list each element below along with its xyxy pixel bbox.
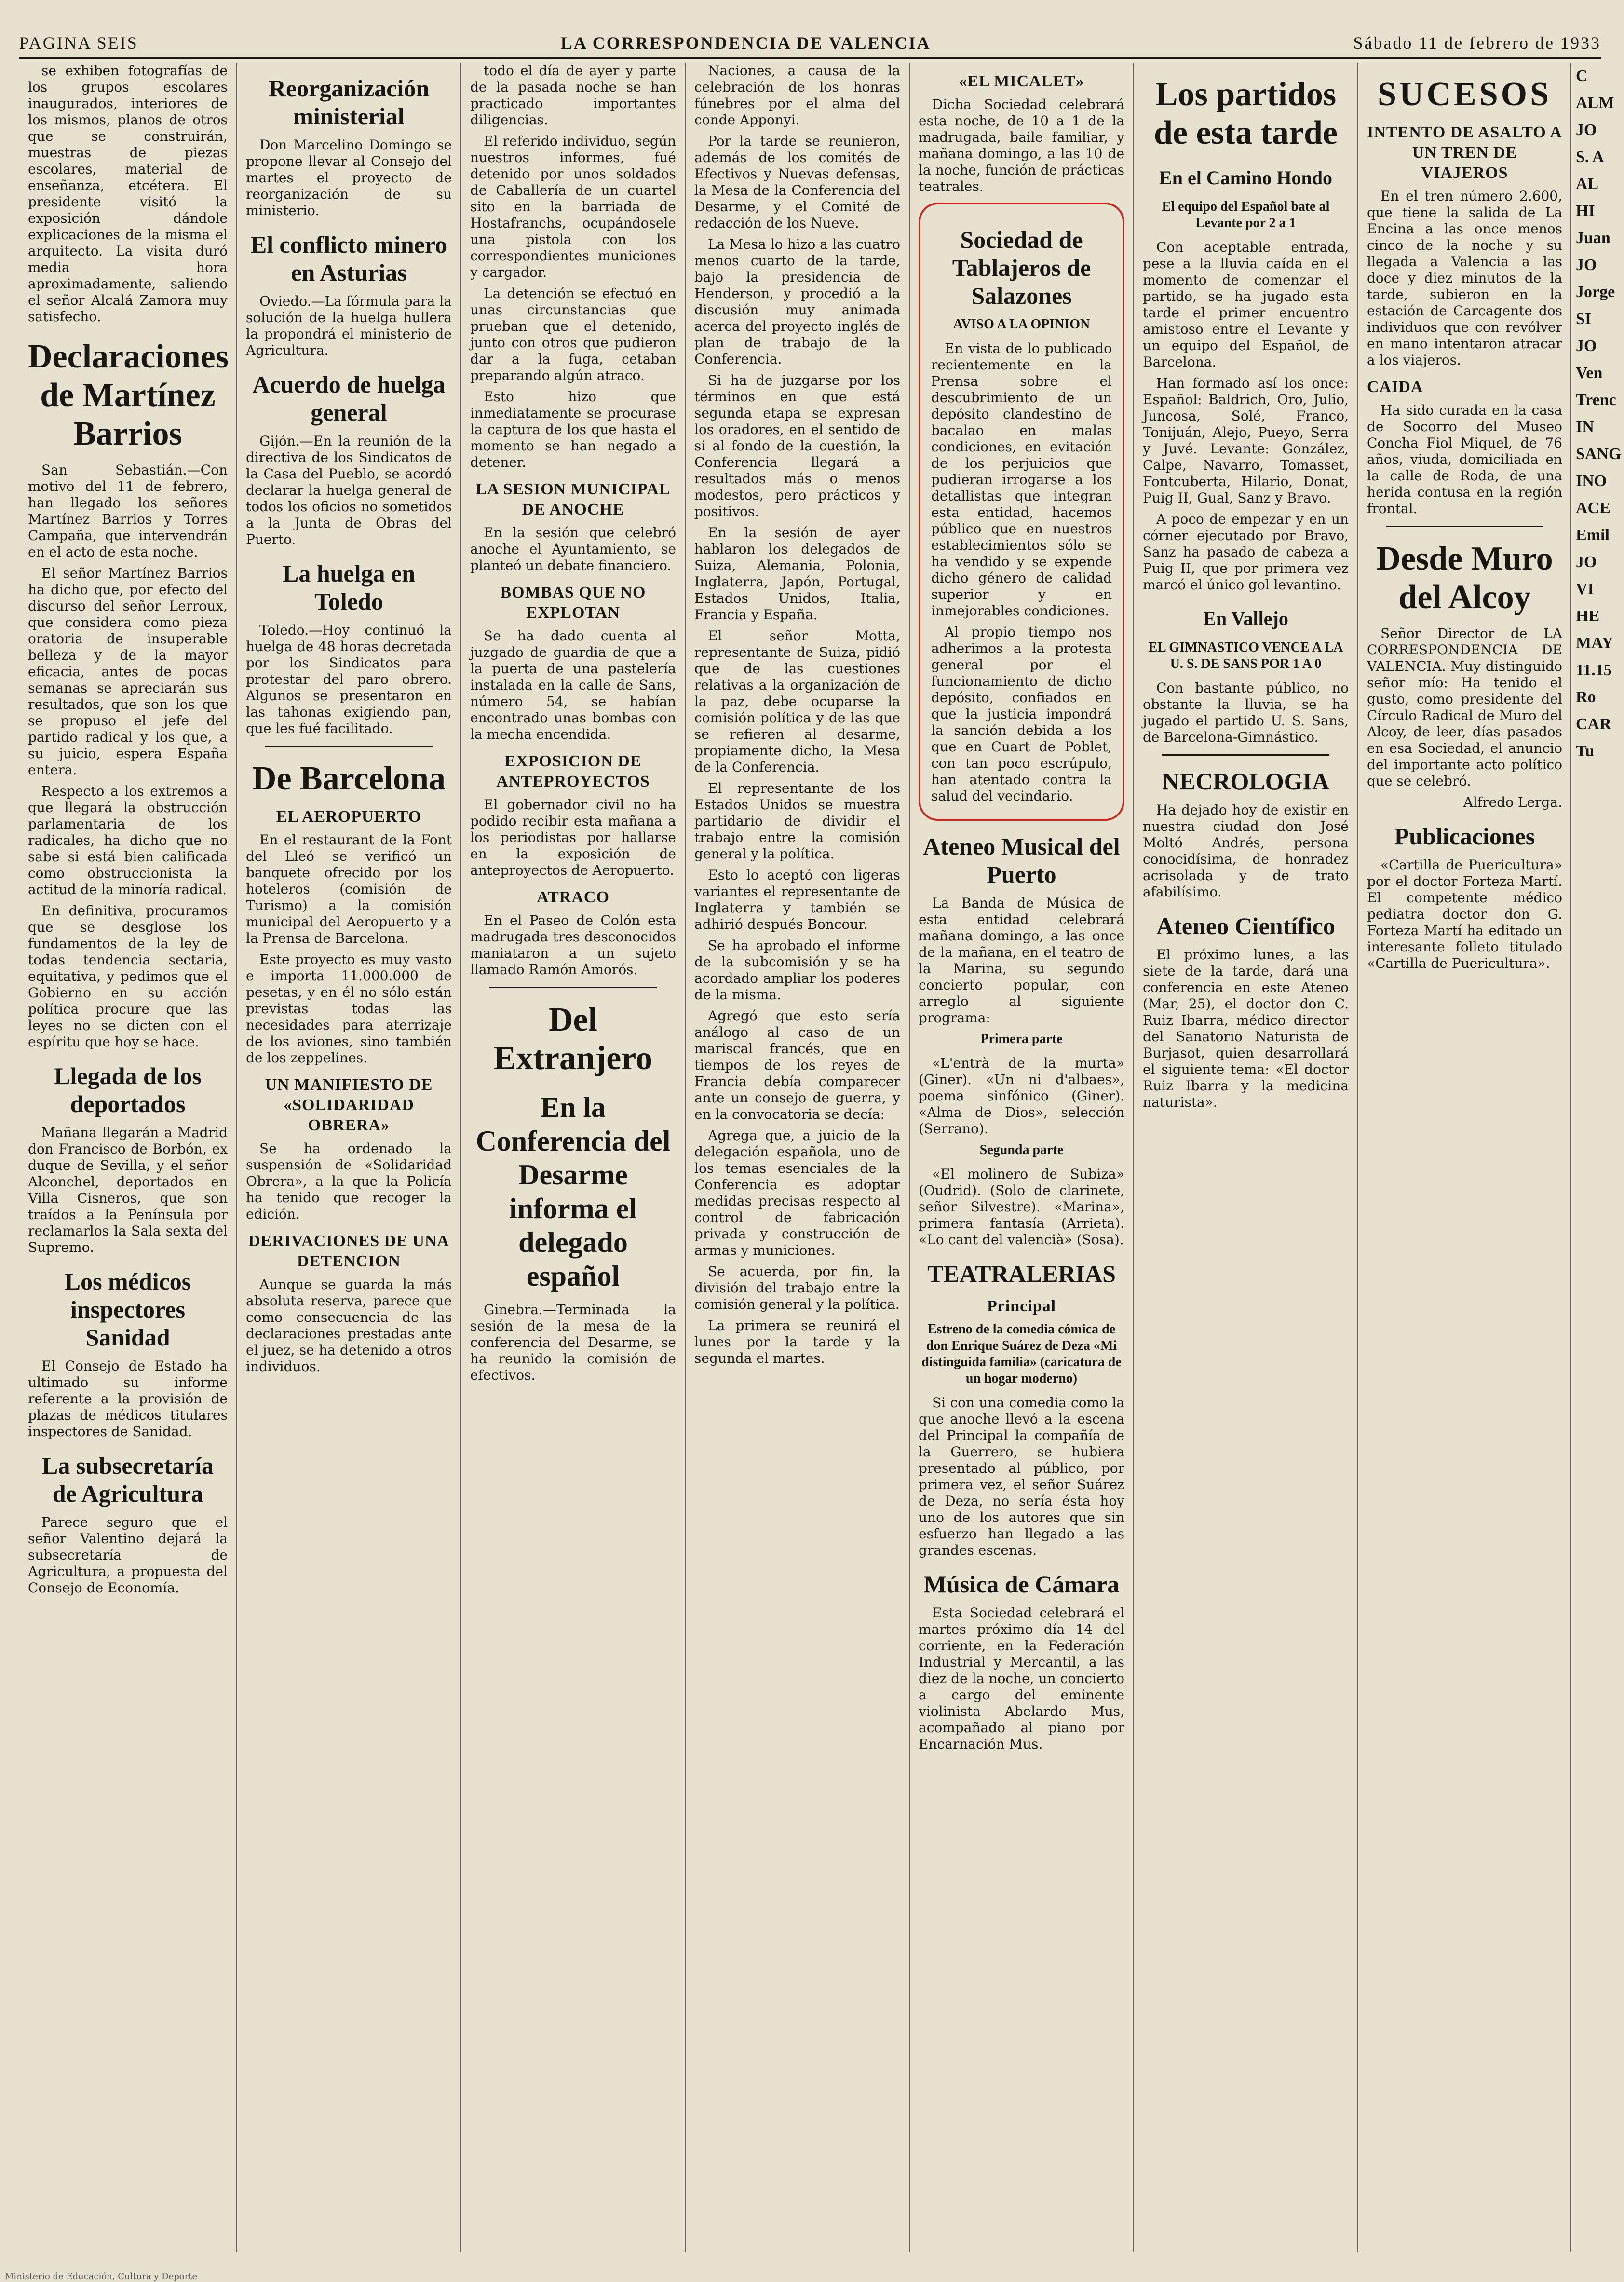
program-part-2: Segunda parte — [979, 1142, 1064, 1157]
subhead-principal: Principal — [987, 1297, 1056, 1315]
article-text: Aunque se guarda la más absoluta reserva, parece que como consecuencia de las declaraciones prestadas ante el juez, se ha detenido a otros individuos. — [246, 1277, 452, 1374]
edge-fragment: Juan — [1576, 229, 1610, 247]
article-text: «Cartilla de Puericultura» por el doctor Forteza Martí. El competente médico pediatra doctor don G. Forteza Martí ha editado un interesante folleto titulado «Cartilla de Puericultura». — [1367, 857, 1562, 971]
edge-fragment: HI — [1576, 202, 1595, 220]
headline-ateneo-cientifico: Ateneo Científico — [1156, 912, 1335, 939]
headline-conferencia-desarme: En la Conferencia del Desarme informa el delegado español — [475, 1091, 671, 1292]
subhead-vallejo: En Vallejo — [1203, 608, 1288, 629]
headline-barcelona: De Barcelona — [252, 760, 446, 797]
edge-fragment: JO — [1576, 121, 1597, 139]
edge-fragment: HE — [1576, 607, 1600, 625]
article-text: Por la tarde se reunieron, además de los comités de Efectivos y Nuevas defensas, la Mesa de la Conferencia del Desarme, y el Comité de redacción de los Nueve. — [694, 133, 900, 231]
headline-sucesos: SUCESOS — [1377, 76, 1552, 113]
edge-fragment: SI — [1576, 310, 1592, 328]
article-text: En la sesión de ayer hablaron los delegados de Suiza, Alemania, Polonia, Inglaterra, Japón, Portugal, Estados Unidos, Italia, Francia y España. — [694, 525, 900, 623]
headline-muro-alcoy: Desde Muro del Alcoy — [1376, 540, 1553, 616]
article-text: El Consejo de Estado ha ultimado su informe referente a la provisión de plazas de médicos titulares inspectores de Sanidad. — [28, 1358, 228, 1440]
article-text: Se ha ordenado la suspensión de «Solidaridad Obrera», a la que la Policía ha tenido que recoger la edición. — [246, 1141, 452, 1222]
subhead-espanol-levante: El equipo del Español bate al Levante por 2 a 1 — [1162, 199, 1330, 231]
article-text: En definitiva, procuramos que se desglose los fundamentos de la ley de todas tendencia sectaria, equitativa, y pedimos que el Gobierno en su acción política procure que las leyes no se dicten con el espíritu que hoy se hace. — [28, 903, 228, 1050]
column-5 — [909, 63, 1133, 2252]
signature: Alfredo Lerga. — [1463, 794, 1562, 810]
article-text: Oviedo.—La fórmula para la solución de la huelga hullera la propondrá el ministerio de Agricultura. — [246, 293, 452, 358]
subhead-atraco: ATRACO — [537, 888, 609, 906]
headline-huelga-toledo: La huelga en Toledo — [282, 560, 416, 615]
headline-extranjero: Del Extranjero — [493, 1001, 653, 1077]
article-text: En el Paseo de Colón esta madrugada tres desconocidos maniataron a un sujeto llamado Ramón Amorós. — [470, 912, 676, 978]
edge-fragment: JO — [1576, 553, 1597, 571]
article-text: Ha sido curada en la casa de Socorro del Museo Concha Fiol Miquel, de 76 años, viuda, domiciliada en la calle de Roda, de una herida contusa en la región frontal. — [1367, 402, 1562, 516]
edge-fragment: MAY — [1576, 634, 1614, 652]
newspaper-title: LA CORRESPONDENCIA DE VALENCIA — [560, 33, 931, 53]
program-part-1: Primera parte — [980, 1032, 1063, 1046]
article-text: Esta Sociedad celebrará el martes próximo día 14 del corriente, en la Federación Industrial y Mercantil, a las diez de la noche, un concierto a cargo del eminente violinista Abelardo Mus, acompañado al piano por Encarnación Mus. — [919, 1605, 1124, 1752]
divider — [489, 987, 657, 988]
article-text: En el restaurant de la Font del Lleó se verificó un banquete ofrecido por los hoteleros (comisión de Turismo) a la comisión municipal del Aeropuerto y a la Prensa de Barcelona. — [246, 832, 452, 946]
article-text: En el tren número 2.600, que tiene la salida de La Encina a las once menos cinco de la noche y su llegada a Valencia a las doce y diez minutos de la tarde, subieron en la estación de Carcagente dos individuos que con revólver en mano intentaron atracar a los viajeros. — [1367, 188, 1562, 368]
edge-fragment: JO — [1576, 256, 1597, 274]
article-text: todo el día de ayer y parte de la pasada noche se han practicado importantes diligencias. — [470, 63, 676, 128]
article-text: La Banda de Música de esta entidad celebrará mañana domingo, a las once de la mañana, en el teatro de la Marina, su segundo concierto popular, con arreglo al siguiente programa: — [919, 895, 1124, 1026]
subhead-detencion: DERIVACIONES DE UNA DETENCION — [248, 1232, 449, 1270]
program-items: «El molinero de Subiza» (Oudrid). (Solo de clarinete, señor Silvestre). «Marina», primera fantasía (Arrieta). «Lo cant del valencià» (Sosa). — [919, 1166, 1124, 1248]
issue-date: Sábado 11 de febrero de 1933 — [1353, 33, 1601, 53]
subhead-asalto-tren: INTENTO DE ASALTO A UN TREN DE VIAJEROS — [1367, 123, 1562, 182]
article-text: Con bastante público, no obstante la lluvia, se ha jugado el partido U. S. Sans, de Barcelona-Gimnástico. — [1143, 680, 1349, 745]
article-text: Naciones, a causa de la celebración de los honras fúnebres por el alma del conde Apponyi. — [694, 63, 900, 128]
archive-credit: Ministerio de Educación, Cultura y Deporte — [5, 2271, 198, 2282]
article-text: Gijón.—En la reunión de la directiva de los Sindicatos de la Casa del Pueblo, se acordó declarar la huelga general de todos los oficios no sometidos a la Junta de Obras del Puerto. — [246, 433, 452, 547]
headline-musica-camara: Música de Cámara — [923, 1571, 1120, 1598]
edge-fragment: AL — [1576, 175, 1599, 193]
article-text: Este proyecto es muy vasto e importa 11.000.000 de pesetas, y en él no sólo están previstas todas las necesidades para aterrizaje de los aviones, sino también de los zeppelines. — [246, 951, 452, 1066]
edge-fragment: CAR — [1576, 715, 1611, 733]
headline-agricultura: La subsecretaría de Agricultura — [42, 1452, 214, 1507]
edge-fragment: Trenc — [1576, 391, 1616, 409]
edge-fragment: ALM — [1576, 94, 1614, 112]
article-text: Agrega que, a juicio de la delegación española, uno de los temas esenciales de la Conferencia es adoptar medidas precisas respecto al control de fabricación privada y construcción de armas y municiones. — [694, 1127, 900, 1258]
column-1 — [19, 63, 236, 2252]
subhead-aviso: AVISO A LA OPINION — [953, 317, 1090, 332]
article-text: La Mesa lo hizo a las cuatro menos cuarto de la tarde, bajo la presidencia de Henderson, y procedió a la discusión muy animada acerca del proyecto inglés de plan de trabajo de la Conferencia. — [694, 236, 900, 367]
edge-fragment: Jorge — [1576, 283, 1615, 301]
headline-partidos: Los partidos de esta tarde — [1153, 76, 1338, 151]
article-text: Se ha aprobado el informe de la subcomisión y se ha acordado ampliar los poderes de la misma. — [694, 937, 900, 1003]
subhead-gimnastico: EL GIMNASTICO VENCE A LA U. S. DE SANS POR 1 A 0 — [1148, 640, 1343, 671]
subhead-aeropuerto: EL AEROPUERTO — [276, 808, 422, 826]
article-text: Mañana llegarán a Madrid don Francisco de Borbón, ex duque de Sevilla, y el señor Alconchel, deportados en Villa Cisneros, que son traídos a la Península por reclamarlos la Sala sexta del Supremo. — [28, 1125, 228, 1255]
headline-necrologia: NECROLOGIA — [1162, 768, 1330, 795]
article-text: El gobernador civil no ha podido recibir esta mañana a los periodistas por hallarse en la exposición de anteproyectos de Aeropuerto. — [470, 797, 676, 878]
subhead-exposicion: EXPOSICION DE ANTEPROYECTOS — [496, 752, 650, 790]
page-number: PAGINA SEIS — [19, 33, 138, 53]
article-text: Esto lo aceptó con ligeras variantes el representante de Inglaterra y también se adhirió después Boncour. — [694, 867, 900, 932]
article-text: Ha dejado hoy de existir en nuestra ciudad don José Moltó Andrés, persona conocidísima, de honradez acrisolada y de trato afabilísimo. — [1143, 802, 1349, 900]
notice-text: Al propio tiempo nos adherimos a la protesta general por el funcionamiento de dicho depósito, confiados en que la justicia impondrá la sanción debida a los que en Cuart de Poblet, con tan poco escrúpulo, han atentado contra la salud del vecindario. — [931, 624, 1112, 804]
column-3 — [460, 63, 685, 2252]
article-text: Con aceptable entrada, pese a la lluvia caída en el momento de comenzar el partido, se ha jugado esta tarde el primer encuentro amistoso entre el Levante y un equipo del Español, de Barcelona. — [1143, 239, 1349, 370]
article-text: Agregó que esto sería análogo al caso de un mariscal francés, que en tiempos de los reyes de Francia debía comparecer ante un consejo de guerra, y en la convocatoria se decía: — [694, 1008, 900, 1122]
article-text: Don Marcelino Domingo se propone llevar al Consejo del martes el proyecto de reorganización de su ministerio. — [246, 137, 452, 218]
adjacent-page-edge — [1570, 63, 1624, 2252]
edge-fragment: JO — [1576, 337, 1597, 355]
edge-fragment: ACE — [1576, 499, 1610, 517]
divider — [1162, 754, 1329, 756]
subhead-caida: CAIDA — [1367, 378, 1423, 396]
edge-fragment: Tu — [1576, 742, 1595, 760]
article-text: El referido individuo, según nuestros informes, fué detenido por unos soldados de Caballería de un cuartel sito en la barriada de Hostafranchs, ocupándosele una pistola con los correspondientes municiones y cargador. — [470, 133, 676, 280]
article-text: se exhiben fotografías de los grupos escolares inaugurados, interiores de los mismos, planos de otros que se construirán, muestras de piezas escolares, material de enseñanza, etcétera. El presidente visitó la exposición dándole explicaciones de la misma el arquitecto. La visita duró media hora aproximadamente, saliendo el señor Alcalá Zamora muy satisfecho. — [28, 63, 228, 325]
edge-fragment: Ro — [1576, 688, 1596, 706]
notice-text: En vista de lo publicado recientemente en la Prensa sobre el descubrimiento de un depósito clandestino de bacalao en malas condiciones, en evitación de los perjuicios que pudieran irrogarse a los detallistas que integran esta entidad, hacemos público que en nuestros establecimientos sólo se ha vendido y se expende dicho género de calidad superior y en inmejorables condiciones. — [931, 340, 1112, 619]
column-6 — [1133, 63, 1357, 2252]
article-text: Ginebra.—Terminada la sesión de la mesa de la conferencia del Desarme, se ha reunido la comisión de efectivos. — [470, 1302, 676, 1383]
headline-ateneo-musical: Ateneo Musical del Puerto — [923, 833, 1120, 888]
article-text: Si con una comedia como la que anoche llevó a la escena del Principal la compañía de la Guerrero, se hubiera presentado al público, por primera vez, el señor Suárez de Deza, no sería ésta hoy uno de los autores que sin esfuerzo han llegado a las grandes escenas. — [919, 1395, 1124, 1558]
article-text: Se acuerda, por fin, la división del trabajo entre la comisión general y la política. — [694, 1263, 900, 1312]
article-text: Esto hizo que inmediatamente se procurase la captura de los que hasta el momento se han negado a detener. — [470, 389, 676, 470]
headline-medicos: Los médicos inspectores Sanidad — [64, 1268, 191, 1351]
article-text: San Sebastián.—Con motivo del 11 de febrero, han llegado los señores Martínez Barrios y Torres Campaña, que intervendrán en el acto de esta noche. — [28, 462, 228, 560]
program-items: «L'entrà de la murta» (Giner). «Un ni d'albaes», poema sinfónico (Giner). «Alma de Dios», selección (Serrano). — [919, 1055, 1124, 1137]
article-text: La detención se efectuó en unas circunstancias que prueban que el detenido, junto con otros que pudieron dar a la fuga, cetaban preparando algún atraco. — [470, 285, 676, 383]
article-text: Toledo.—Hoy continuó la huelga de 48 horas decretada por los Sindicatos para protestar del paro obrero. Algunos se presentaron en las tahonas exigiendo pan, que les fué facilitado. — [246, 622, 452, 736]
column-4 — [685, 63, 909, 2252]
edge-fragment: INO — [1576, 472, 1607, 490]
subhead-manifiesto: UN MANIFIESTO DE «SOLIDARIDAD OBRERA» — [265, 1076, 433, 1134]
edge-fragment: VI — [1576, 580, 1594, 598]
article-text: Dicha Sociedad celebrará esta noche, de 10 a 1 de la madrugada, baile familiar, y mañana domingo, a las 10 de la noche, función de prácticas teatrales. — [919, 96, 1124, 194]
edge-fragment: 11.15 — [1576, 661, 1612, 679]
edge-fragment: Ven — [1576, 364, 1603, 382]
article-text: Si ha de juzgarse por los términos en que está segunda etapa se expresan los oradores, en el sentido de si al fondo de la cuestión, la Conferencia llegará a resultados más o menos modestos, pero prácticos y positivos. — [694, 372, 900, 519]
article-text: Parece seguro que el señor Valentino dejará la subsecretaría de Agricultura, a propuesta del Consejo de Economía. — [28, 1514, 228, 1596]
article-text: El próximo lunes, a las siete de la tarde, dará una conferencia en este Ateneo (Mar, 25), el doctor don C. Ruiz Ibarra, médico director del Sanatorio Naturista de Burjasot, quien desarrollará el siguiente tema: «El doctor Ruiz Ibarra y la medicina naturista». — [1143, 947, 1349, 1110]
edge-fragment: C — [1576, 67, 1588, 85]
headline-conflicto-minero: El conflicto minero en Asturias — [250, 231, 447, 286]
article-text: En la sesión que celebró anoche el Ayuntamiento, se planteó un debate financiero. — [470, 525, 676, 573]
article-text: El señor Martínez Barrios ha dicho que, por efecto del discurso del señor Lerroux, que considera como pieza oratoria de insuperable belleza y de la mayor eficacia, antes de pocas semanas se apreciarán sus resultados, que son los que se propuso el jefe del partido radical y los que, a su juicio, espera España entera. — [28, 565, 228, 778]
subhead-bombas: BOMBAS QUE NO EXPLOTAN — [500, 584, 646, 622]
headline-reorganizacion: Reorganización ministerial — [268, 75, 430, 130]
edge-fragment: IN — [1576, 418, 1594, 436]
column-7 — [1357, 63, 1571, 2252]
subhead-sesion-municipal: LA SESION MUNICIPAL DE ANOCHE — [475, 480, 671, 518]
subhead-micalet: «EL MICALET» — [959, 72, 1084, 90]
divider — [1386, 526, 1543, 527]
headline-deportados: Llegada de los deportados — [54, 1062, 202, 1117]
divider — [265, 746, 433, 747]
article-text: A poco de empezar y en un córner ejecutado por Bravo, Sanz ha pasado de cabeza a Puig II, que por primera vez marcó el único gol levantino. — [1143, 511, 1349, 593]
edge-fragment: S. A — [1576, 148, 1604, 166]
article-text: Se ha dado cuenta al juzgado de guardia de que a la puerta de una pastelería instalada en la calle de Sans, número 54, se habían encontrado unas bombas con la mecha encendida. — [470, 628, 676, 742]
article-text: El representante de los Estados Unidos se muestra partidario de dividir el trabajo entre la comisión general y la política. — [694, 780, 900, 862]
edge-fragment: Emil — [1576, 526, 1610, 544]
page-header — [19, 19, 1601, 59]
article-text: La primera se reunirá el lunes por la tarde y la segunda el martes. — [694, 1318, 900, 1366]
headline-martinez-barrios: Declaraciones de Martínez Barrios — [28, 338, 229, 452]
column-2 — [236, 63, 460, 2252]
subhead-estreno: Estreno de la comedia cómica de don Enrique Suárez de Deza «Mi distinguida familia» (caricatura de un hogar moderno) — [921, 1322, 1122, 1386]
headline-huelga-general: Acuerdo de huelga general — [252, 371, 446, 426]
edge-fragment: SANG — [1576, 445, 1622, 463]
article-text: El señor Motta, representante de Suiza, pidió que de las cuestiones relativas a la organización de la paz, debe ocuparse la comisión política y de las que se refieren al desarme, propiamente dicho, la Mesa de la Conferencia. — [694, 628, 900, 775]
headline-teatralerias: TEATRALERIAS — [927, 1260, 1116, 1287]
article-text: Señor Director de LA CORRESPONDENCIA DE VALENCIA. Muy distinguido señor mío: Ha tenido el gusto, como presidente del Círculo Radical de Muro del Alcoy, de leer, días pasados en esa Sociedad, el anuncio del importante acto político que se celebró. — [1367, 625, 1562, 789]
article-text: Han formado así los once: Español: Baldrich, Oro, Julio, Juncosa, Solé, Franco, Tonijuán, Alejo, Pueyo, Serra y Juvé. Levante: González, Calpe, Navarro, Tomasset, Fontcuberta, Hilario, Donat, Puig II, Gual, Sanz y Bravo. — [1143, 375, 1349, 506]
subhead-camino-hondo: En el Camino Hondo — [1159, 167, 1332, 189]
article-text: Respecto a los extremos a que llegará la obstrucción parlamentaria de los radicales, ha dicho que no sabe si está bien calificada como obstruccionista la actitud de la minoría radical. — [28, 783, 228, 897]
circled-notice — [919, 203, 1124, 821]
headline-publicaciones: Publicaciones — [1394, 823, 1535, 850]
headline-tablajeros: Sociedad de Tablajeros de Salazones — [952, 226, 1091, 309]
